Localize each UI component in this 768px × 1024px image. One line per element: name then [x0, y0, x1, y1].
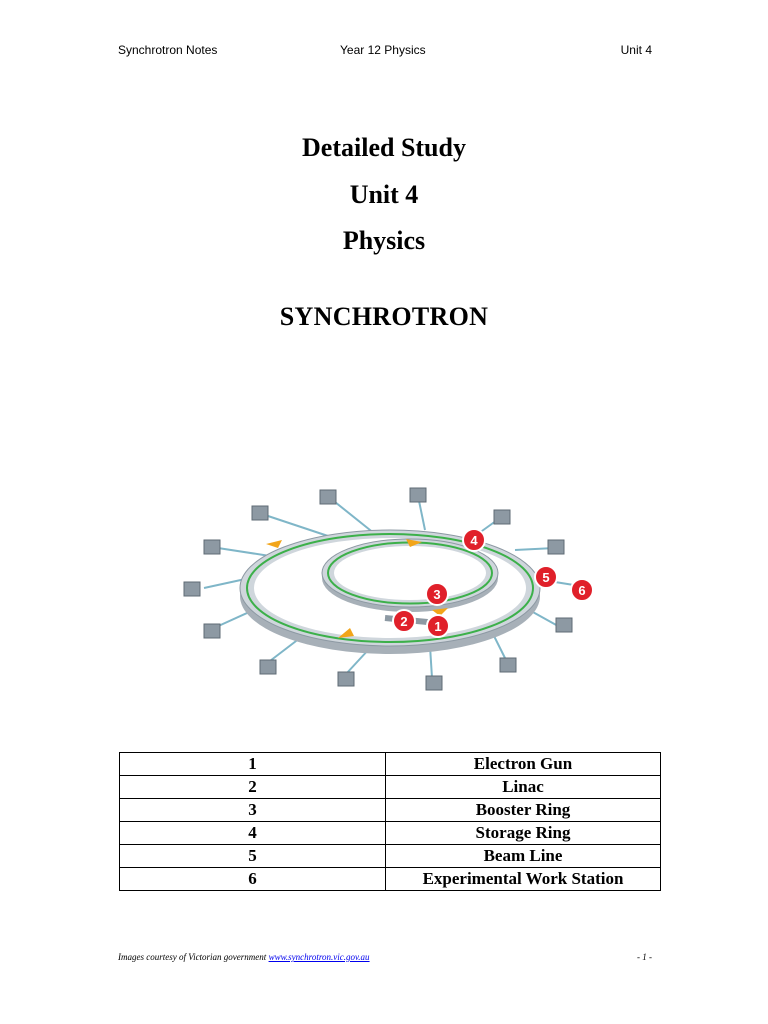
svg-text:6: 6 — [578, 583, 586, 598]
table-row — [120, 822, 661, 845]
legend-label: Electron Gun — [386, 753, 661, 776]
legend-label: Beam Line — [386, 845, 661, 868]
svg-text:3: 3 — [433, 587, 441, 602]
legend-label: Storage Ring — [386, 822, 661, 845]
header-center: Year 12 Physics — [340, 43, 426, 57]
legend-number: 3 — [120, 799, 386, 822]
marker-3 — [426, 583, 448, 605]
legend-label: Experimental Work Station — [386, 868, 661, 891]
header-right: Unit 4 — [620, 43, 652, 57]
table-row — [120, 799, 661, 822]
table-row — [120, 753, 661, 776]
table-row — [120, 868, 661, 891]
synchrotron-diagram — [170, 478, 620, 718]
table-row — [120, 776, 661, 799]
page-header — [118, 43, 654, 57]
credit-text: Images courtesy of Victorian government — [118, 952, 269, 962]
svg-text:2: 2 — [400, 614, 408, 629]
page-footer — [118, 952, 654, 966]
marker-1 — [427, 615, 449, 637]
legend-label: Booster Ring — [386, 799, 661, 822]
marker-2 — [393, 610, 415, 632]
title-main: SYNCHROTRON — [279, 302, 489, 331]
marker-4 — [463, 529, 485, 551]
legend-label: Linac — [386, 776, 661, 799]
svg-text:5: 5 — [542, 570, 550, 585]
title-subject: Physics — [342, 226, 426, 255]
marker-5 — [535, 566, 557, 588]
table-row — [120, 845, 661, 868]
svg-text:1: 1 — [434, 619, 442, 634]
legend-number: 2 — [120, 776, 386, 799]
header-left: Synchrotron Notes — [118, 43, 218, 57]
legend-number: 1 — [120, 753, 386, 776]
image-credit — [118, 952, 370, 962]
legend-number: 4 — [120, 822, 386, 845]
title-detailed-study: Detailed Study — [302, 133, 466, 162]
legend-number: 5 — [120, 845, 386, 868]
legend-number: 6 — [120, 868, 386, 891]
title-unit: Unit 4 — [349, 180, 419, 209]
credit-link[interactable]: www.synchrotron.vic.gov.au — [268, 952, 370, 962]
svg-text:4: 4 — [470, 533, 478, 548]
legend-table — [119, 752, 661, 891]
page-number: - 1 - — [637, 952, 652, 962]
marker-6 — [571, 579, 593, 601]
